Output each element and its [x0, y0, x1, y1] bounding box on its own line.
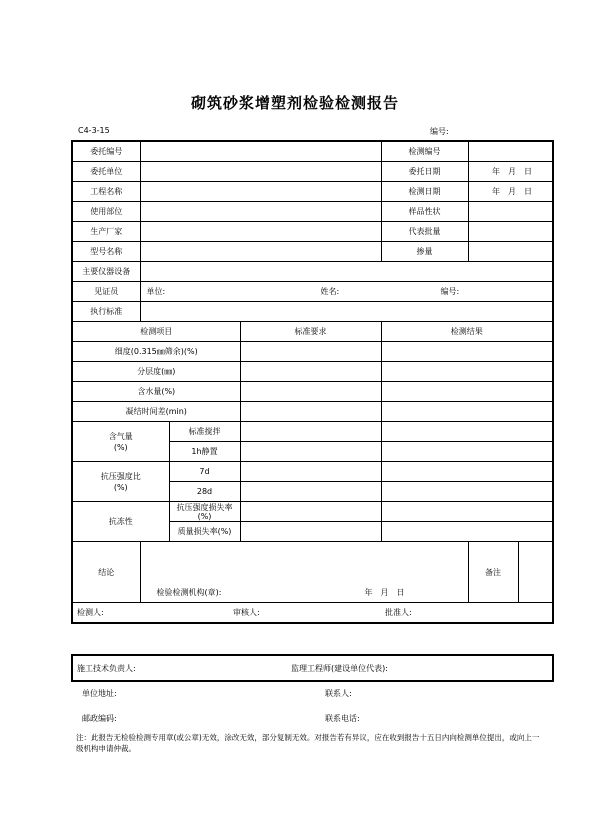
result-water[interactable] [381, 382, 553, 402]
item-air-std: 标准搅拌 [169, 422, 240, 442]
supervisor-label: 监理工程师(建设单位代表): [291, 664, 388, 673]
value-model[interactable] [140, 242, 381, 262]
result-comp-7d[interactable] [381, 462, 553, 482]
label-model: 型号名称 [72, 242, 140, 262]
req-comp-7d[interactable] [240, 462, 381, 482]
result-stratification[interactable] [381, 362, 553, 382]
result-fineness[interactable] [381, 342, 553, 362]
sign-row [72, 603, 553, 624]
witness-row [140, 282, 553, 302]
value-project[interactable] [140, 182, 381, 202]
conclusion-date: 年 月 日 [364, 588, 405, 597]
tech-lead-label: 施工技术负责人: [77, 664, 136, 673]
label-dosage: 掺量 [381, 242, 468, 262]
req-air-1h[interactable] [240, 442, 381, 462]
label-standard: 执行标准 [72, 302, 140, 322]
value-client[interactable] [140, 162, 381, 182]
label-remark: 备注 [468, 542, 518, 603]
result-comp-28d[interactable] [381, 482, 553, 502]
label-commission-no: 委托编号 [72, 141, 140, 162]
org-seal-label: 检验检测机构(章): [156, 588, 222, 597]
value-dosage[interactable] [468, 242, 553, 262]
item-fineness: 细度(0.315㎜筛余)(%) [72, 342, 240, 362]
value-location[interactable] [140, 202, 381, 222]
label-project: 工程名称 [72, 182, 140, 202]
label-witness: 见证员 [72, 282, 140, 302]
item-frost: 抗冻性 [72, 502, 169, 542]
req-fineness[interactable] [240, 342, 381, 362]
result-frost-mass[interactable] [381, 522, 553, 542]
header-test-item: 检测项目 [72, 322, 240, 342]
label-conclusion: 结论 [72, 542, 140, 603]
value-equipment[interactable] [140, 262, 553, 282]
result-air-1h[interactable] [381, 442, 553, 462]
value-test-no[interactable] [468, 141, 553, 162]
address-label: 单位地址: [82, 689, 117, 698]
label-equipment: 主要仪器设备 [72, 262, 140, 282]
postcode-label: 邮政编码: [82, 714, 117, 723]
report-number-label: 编号: [430, 127, 449, 136]
item-comp-28d: 28d [169, 482, 240, 502]
item-water: 含水量(%) [72, 382, 240, 402]
form-code: C4-3-15 [78, 126, 110, 135]
value-batch[interactable] [468, 222, 553, 242]
value-conclusion[interactable] [140, 542, 468, 603]
label-test-no: 检测编号 [381, 141, 468, 162]
item-frost-strength: 抗压强度损失率 (%) [169, 502, 240, 522]
witness-no-label: 编号: [440, 287, 460, 296]
item-comp-7d: 7d [169, 462, 240, 482]
result-frost-strength[interactable] [381, 502, 553, 522]
label-sample-state: 样品性状 [381, 202, 468, 222]
req-stratification[interactable] [240, 362, 381, 382]
req-frost-mass[interactable] [240, 522, 381, 542]
report-table [71, 140, 554, 624]
contact-label: 联系人: [325, 689, 352, 698]
label-location: 使用部位 [72, 202, 140, 222]
witness-unit-label: 单位: [146, 287, 166, 296]
item-air: 含气量 (%) [72, 422, 169, 462]
label-manufacturer: 生产厂家 [72, 222, 140, 242]
item-frost-mass: 质量损失率(%) [169, 522, 240, 542]
result-setting[interactable] [381, 402, 553, 422]
value-remark[interactable] [518, 542, 553, 603]
req-comp-28d[interactable] [240, 482, 381, 502]
item-setting: 凝结时间差(min) [72, 402, 240, 422]
reviewer-label: 审核人: [233, 608, 260, 617]
value-test-date[interactable]: 年 月 日 [468, 182, 553, 202]
req-water[interactable] [240, 382, 381, 402]
phone-label: 联系电话: [325, 714, 360, 723]
value-commission-no[interactable] [140, 141, 381, 162]
approver-label: 批准人: [385, 608, 412, 617]
header-standard-req: 标准要求 [240, 322, 381, 342]
value-manufacturer[interactable] [140, 222, 381, 242]
report-title: 砌筑砂浆增塑剂检验检测报告 [190, 94, 399, 112]
value-standard[interactable] [140, 302, 553, 322]
tester-label: 检测人: [77, 608, 104, 617]
req-frost-strength[interactable] [240, 502, 381, 522]
req-air-std[interactable] [240, 422, 381, 442]
item-comp: 抗压强度比 (%) [72, 462, 169, 502]
witness-name-label: 姓名: [320, 287, 340, 296]
value-sample-state[interactable] [468, 202, 553, 222]
item-air-1h: 1h静置 [169, 442, 240, 462]
label-batch: 代表批量 [381, 222, 468, 242]
footnote: 注：此报告无检验检测专用章(或公章)无效，涂改无效，部分复制无效。对报告若有异议，应在收到报告十五日内向检测单位提出，或向上一级机构申请仲裁。 [76, 733, 540, 753]
construction-signoff [71, 654, 554, 682]
req-setting[interactable] [240, 402, 381, 422]
value-commission-date[interactable]: 年 月 日 [468, 162, 553, 182]
header-test-result: 检测结果 [381, 322, 553, 342]
item-stratification: 分层度(㎜) [72, 362, 240, 382]
label-client: 委托单位 [72, 162, 140, 182]
label-test-date: 检测日期 [381, 182, 468, 202]
result-air-std[interactable] [381, 422, 553, 442]
label-commission-date: 委托日期 [381, 162, 468, 182]
